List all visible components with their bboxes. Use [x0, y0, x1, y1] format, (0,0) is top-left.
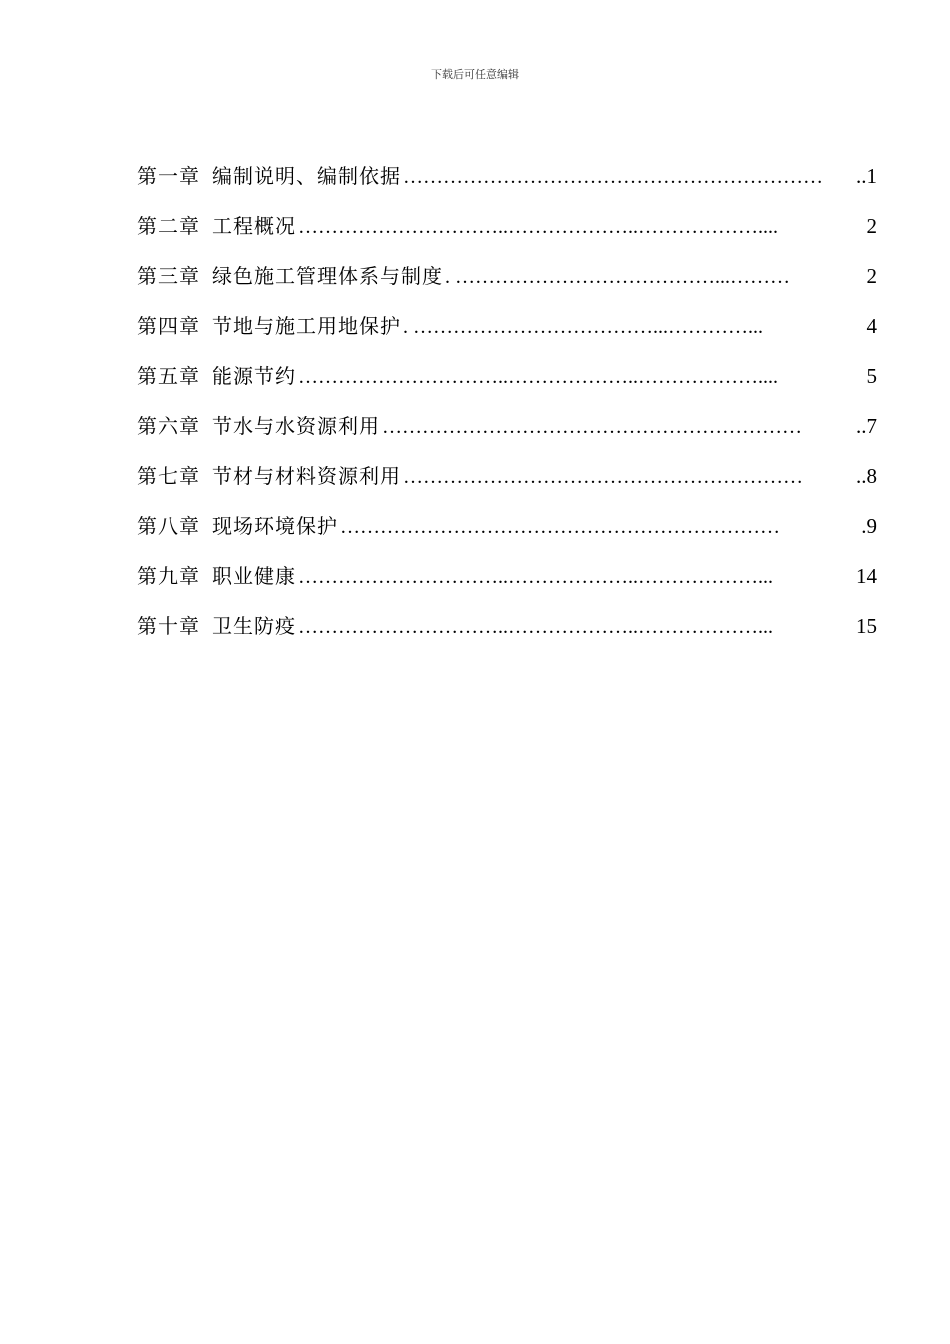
toc-page-number: ..1 [856, 164, 877, 188]
toc-leader-dots: ……………………………………………………… [382, 416, 802, 438]
toc-chapter-title: 能源节约 [212, 364, 296, 388]
toc-entry [137, 310, 877, 360]
toc-chapter-number: 第一章 [137, 164, 200, 188]
toc-leader-dots: ……………………………………………………… [403, 166, 823, 188]
toc-entry [137, 360, 877, 410]
toc-chapter-number: 第六章 [137, 414, 200, 438]
toc-chapter-number: 第四章 [137, 314, 200, 338]
toc-leader-dots: …………………………..………………..……………….... [298, 366, 778, 388]
toc-entry [137, 510, 877, 560]
toc-chapter-title: 编制说明、编制依据 [212, 164, 401, 188]
toc-entry [137, 410, 877, 460]
toc-chapter-number: 第三章 [137, 264, 200, 288]
toc-page-number: 5 [866, 364, 877, 388]
toc-entry [137, 260, 877, 310]
toc-entry [137, 160, 877, 210]
toc-chapter-title: 工程概况 [212, 214, 296, 238]
toc-chapter-number: 第十章 [137, 614, 200, 638]
toc-leader-dots: . …………………………………...……… [445, 266, 790, 288]
toc-chapter-number: 第九章 [137, 564, 200, 588]
toc-chapter-number: 第二章 [137, 214, 200, 238]
toc-chapter-number: 第八章 [137, 514, 200, 538]
toc-chapter-title: 现场环境保护 [212, 514, 338, 538]
toc-leader-dots: . ………………………………...…………... [403, 316, 763, 338]
toc-page-number: ..8 [856, 464, 877, 488]
toc-chapter-title: 卫生防疫 [212, 614, 296, 638]
table-of-contents [137, 160, 877, 660]
toc-chapter-title: 节水与水资源利用 [212, 414, 380, 438]
page-header: 下载后可任意编辑 [431, 68, 519, 81]
toc-page-number: 2 [866, 214, 877, 238]
toc-page-number: ..7 [856, 414, 877, 438]
toc-page-number: .9 [861, 514, 877, 538]
toc-chapter-number: 第五章 [137, 364, 200, 388]
toc-chapter-title: 职业健康 [212, 564, 296, 588]
toc-leader-dots: …………………………..………………..………………... [298, 566, 773, 588]
toc-leader-dots: …………………………..………………..………………... [298, 616, 773, 638]
toc-entry [137, 560, 877, 610]
toc-page-number: 2 [866, 264, 877, 288]
toc-leader-dots: ………………………………………………………… [340, 516, 780, 538]
toc-entry [137, 610, 877, 660]
toc-page-number: 15 [856, 614, 877, 638]
toc-leader-dots: …………………………..………………..……………….... [298, 216, 778, 238]
toc-chapter-title: 节材与材料资源利用 [212, 464, 401, 488]
toc-page-number: 14 [856, 564, 877, 588]
toc-page-number: 4 [866, 314, 877, 338]
toc-leader-dots: …………………………………………………… [403, 466, 803, 488]
toc-entry [137, 210, 877, 260]
toc-chapter-title: 节地与施工用地保护 [212, 314, 401, 338]
toc-chapter-title: 绿色施工管理体系与制度 [212, 264, 443, 288]
toc-entry [137, 460, 877, 510]
toc-chapter-number: 第七章 [137, 464, 200, 488]
